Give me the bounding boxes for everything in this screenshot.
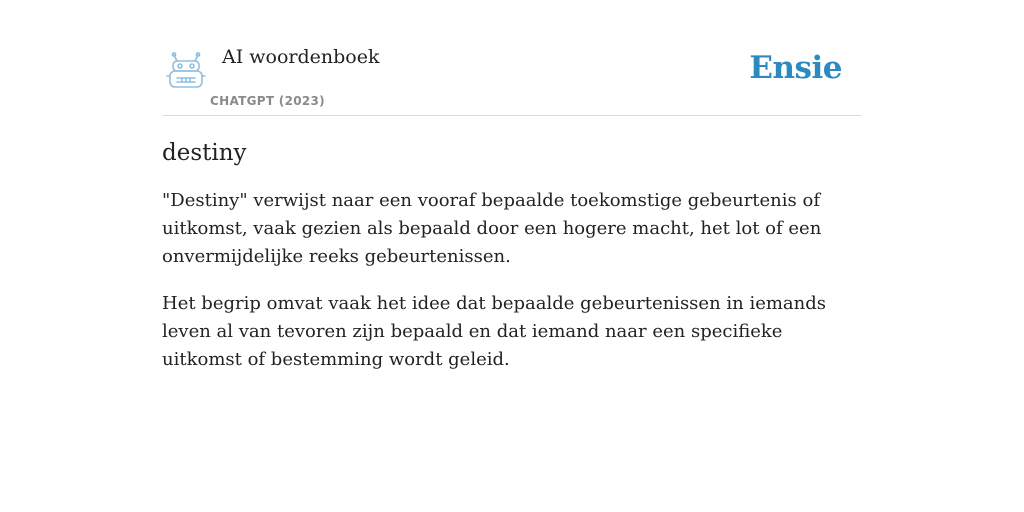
- source-title[interactable]: AI woordenboek: [222, 46, 380, 68]
- source-subtitle: CHATGPT (2023): [210, 94, 325, 108]
- card-header: [162, 40, 862, 116]
- definition-card: [162, 40, 862, 393]
- entry-definition: [162, 187, 862, 374]
- definition-paragraph: Het begrip omvat vaak het idee dat bepaalde gebeurtenissen in iemands leven al van tevoren zijn bepaald en dat iemand naar een specifieke uitkomst of bestemming wordt geleid.: [162, 293, 827, 370]
- brand-logo[interactable]: Ensie: [749, 50, 842, 86]
- robot-icon[interactable]: [166, 52, 206, 90]
- entry-term: destiny: [162, 140, 247, 166]
- definition-paragraph: "Destiny" verwijst naar een vooraf bepaalde toekomstige gebeurtenis of uitkomst, vaak gezien als bepaald door een hogere macht, het lot of een onvermijdelijke reeks gebeurtenissen.: [162, 190, 822, 267]
